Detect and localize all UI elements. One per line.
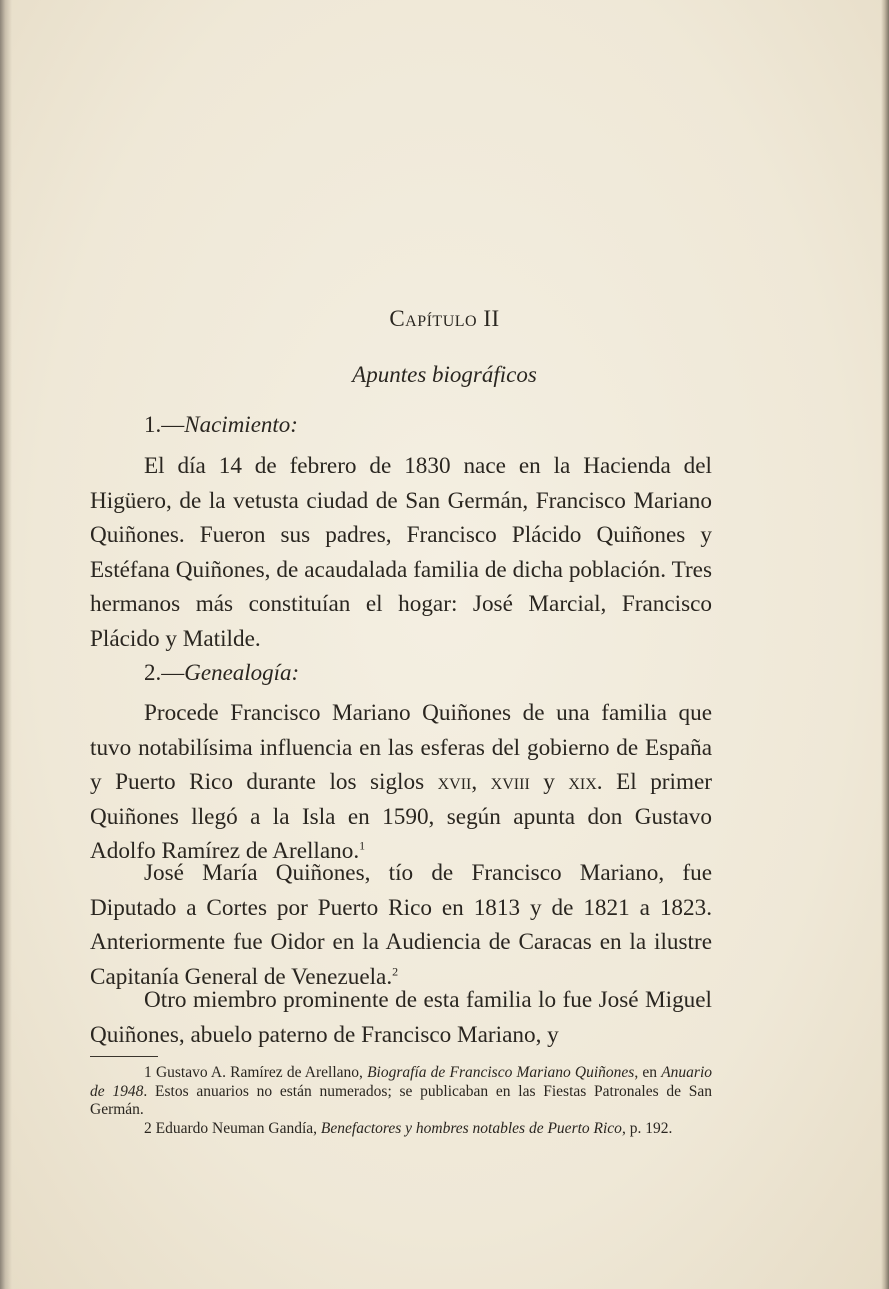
chapter-label: Capítulo [389, 306, 478, 331]
section-title: Genealogía: [184, 660, 300, 685]
paragraph-genealogia-2: José María Quiñones, tío de Francisco Mariano, fue Diputado a Cortes por Puerto Rico en 1813 y de 1821 a 1823. Anteriormente fue Oidor en la Audiencia de Caracas en la ilustre Capitanía General de Venezuela.$^2$ [90, 860, 712, 990]
section-heading-1 [144, 412, 298, 438]
century-xvii: xvii [437, 769, 472, 795]
paragraph-genealogia-1: Procede Francisco Mariano Quiñones de una familia que tuvo notabilísima influencia en las esferas del gobierno de España y Puerto Rico durante los siglos xvii, xviii y xix. El primer Quiñones llegó a la Isla en 1590, según apunta don Gustavo Adolfo Ramírez de Arellano.$^1$ [90, 700, 712, 864]
chapter-number: II [483, 306, 500, 331]
page-edge-shadow-left [0, 0, 12, 1289]
century-xviii: xviii [490, 769, 530, 795]
paragraph-nacimiento: El día 14 de febrero de 1830 nace en la Hacienda del Higüero, de la vetusta ciudad de San Germán, Francisco Mariano Quiñones. Fueron sus padres, Francisco Plácido Quiñones y Estéfana Quiñones, de acaudalada familia de dicha población. Tres hermanos más constituían el hogar: José Marcial, Francisco Plácido y Matilde. [90, 453, 712, 652]
chapter-subtitle: Apuntes biográficos [352, 362, 537, 387]
footnote-ref-1: 1 [359, 838, 366, 853]
section-heading-2 [144, 660, 299, 686]
page-edge-shadow-right [881, 0, 889, 1289]
footnote-2: 2 Eduardo Neuman Gandía, Benefactores y hombres notables de Puerto Rico, p. 192. [144, 1120, 673, 1137]
footnote-1: 1 Gustavo A. Ramírez de Arellano, Biografía de Francisco Mariano Quiñones, en Anuario de 1948. Estos anuarios no están numerados; se publicaban en las Fiestas Patronales de San Germán. [90, 1064, 713, 1118]
footnote-divider [90, 1056, 158, 1057]
section-number: 2.— [144, 660, 185, 685]
footnote-mark: 1 [144, 1064, 152, 1081]
section-title: Nacimiento: [184, 412, 298, 437]
century-xix: xix [568, 769, 597, 795]
paragraph-genealogia-3: Otro miembro prominente de esta familia lo fue José Miguel Quiñones, abuelo paterno de Francisco Mariano, y [90, 987, 712, 1048]
footnote-mark: 2 [144, 1120, 152, 1137]
footnote-ref-2: 2 [392, 963, 399, 978]
chapter-heading [0, 306, 889, 332]
section-number: 1.— [144, 412, 185, 437]
